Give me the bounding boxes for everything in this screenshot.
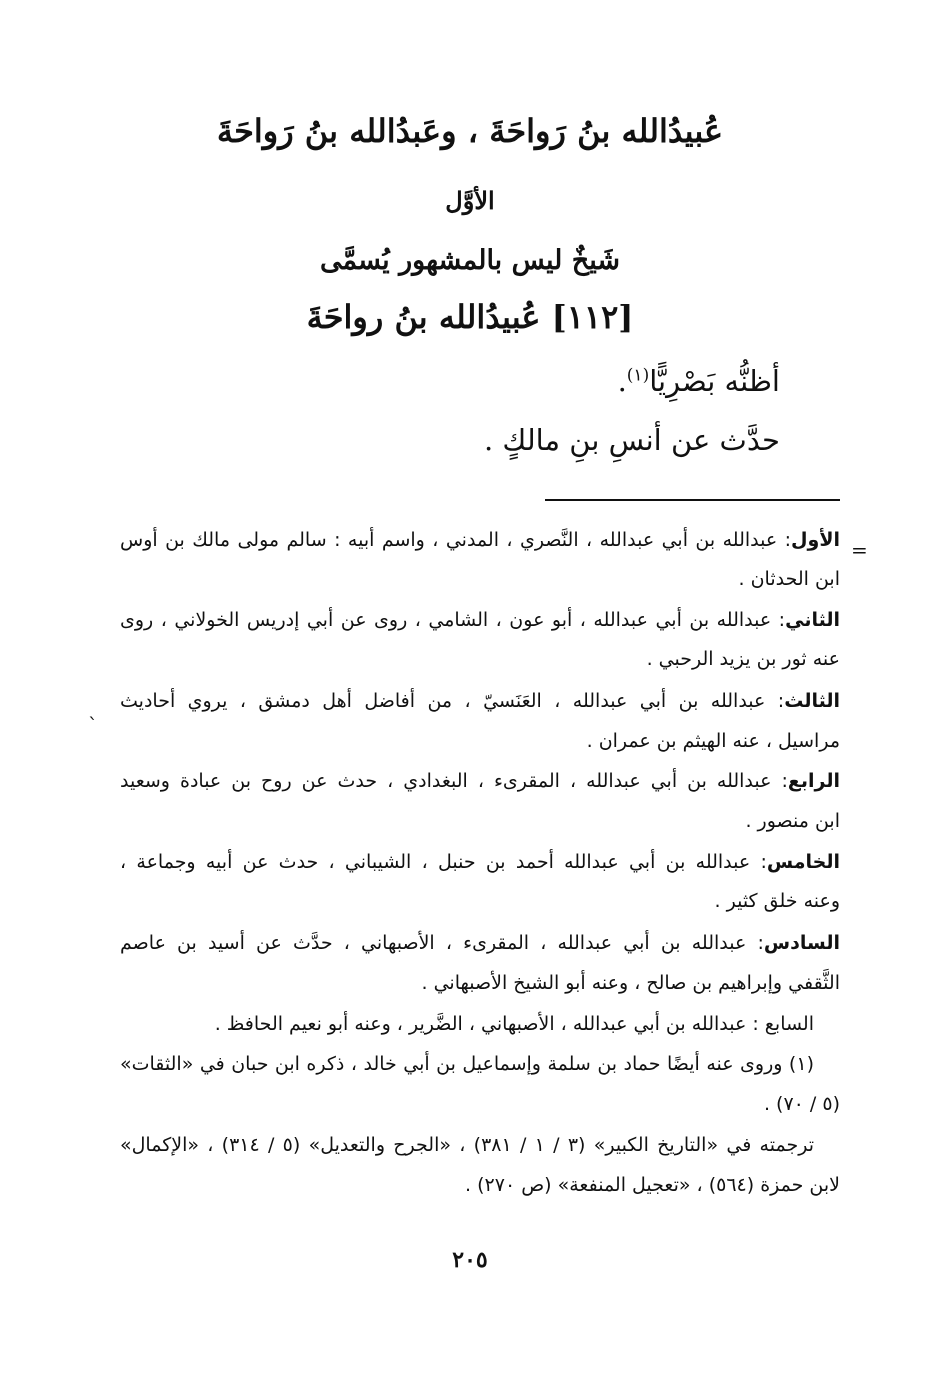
note-text: (١) وروى عنه أيضًا حماد بن سلمة وإسماعيل بن أبي خالد ، ذكره ابن حبان في «الثقات» [120,1053,814,1075]
footnote-ref[interactable]: (١) [626,365,650,386]
entry-heading [0,298,940,336]
footnote-text: : عبدالله بن أبي عبدالله ، العَنَسيّ ، من أفاضل أهل دمشق ، يروي أحاديث [120,690,785,712]
section-subtitle: الأوَّل [445,186,495,215]
footnote-text: : عبدالله بن أبي عبدالله ، المقرىء ، البغدادي ، حدث عن روح بن عبادة وسعيد [120,770,788,792]
footnote-label: الأول [791,529,840,551]
footnote-line: عنه ثور بن يزيد الرحبي . [646,648,840,670]
page-title: عُبيدُالله بنُ رَواحَةَ ، وعَبدُالله بنُ رَواحَةَ [216,112,724,150]
body-line-2: حدَّث عن أنسِ بنِ مالكٍ . [483,423,780,457]
page-number: ٢٠٥ [452,1247,488,1273]
section-description: شَيخٌ ليس بالمشهور يُسمَّى [319,245,620,276]
footnote-text: : عبدالله بن أبي عبدالله ، المقرىء ، الأصبهاني ، حدَّث عن أسيد بن عاصم [120,932,764,954]
footnote-text: : عبدالله بن أبي عبدالله ، النَّصري ، المدني ، واسم أبيه : سالم مولى مالك بن أوس [120,529,792,551]
footnote-label: الخامس [766,851,840,873]
footnote-label: الثاني [785,609,840,631]
entry-name: عُبيدُالله بنُ رواحَةَ [306,298,541,336]
footnote-line: السابع : عبدالله بن أبي عبدالله ، الأصبهاني ، الضَّرير ، وعنه أبو نعيم الحافظ . [214,1013,814,1035]
footnote-line: الثَّقفي وإبراهيم بن صالح ، وعنه أبو الشيخ الأصبهاني . [421,972,840,994]
bio-line: لابن حمزة (٥٦٤) ، «تعجيل المنفعة» (ص ٢٧٠) . [465,1174,840,1196]
footnote-text: : عبدالله بن أبي عبدالله أحمد بن حنبل ، الشيباني ، حدث عن أبيه وجماعة ، [120,851,767,873]
footnote-line: مراسيل ، عنه الهيثم بن عمران . [586,730,840,752]
footnote-label: الرابع [787,770,840,792]
footnote-label: الثالث [784,690,840,712]
footnote-line [120,932,840,954]
footnote-line [120,851,840,873]
footnote-line: ابن الحدثان . [738,568,840,590]
footnote-line: ابن منصور . [745,810,840,832]
footnote-separator [545,499,840,501]
margin-mark: ˋ [88,713,98,737]
note-line [120,1053,814,1075]
body-line-1 [618,364,780,398]
footnote-text: : عبدالله بن أبي عبدالله ، أبو عون ، الشامي ، روى عن أبي إدريس الخولاني ، روى [120,609,786,631]
body-text: أظنُّه بَصْرِيًّا [649,364,780,398]
entry-number: [١١٢] [551,298,634,336]
footnote-line [120,609,840,631]
bio-text: ترجمته في «التاريخ الكبير» (٣ / ١ / ٣٨١) ، «الجرح والتعديل» (٥ / ٣١٤) ، «الإكمال» [120,1134,814,1156]
footnote-line [120,770,840,792]
footnote-line [120,690,840,712]
continuation-mark: = [851,538,868,562]
body-punct: . [617,364,627,398]
footnote-line: وعنه خلق كثير . [714,890,840,912]
footnote-label: السادس [763,932,840,954]
note-line: (٥ / ٧٠) . [763,1093,840,1115]
bio-line [120,1134,814,1156]
footnote-line [120,529,840,551]
